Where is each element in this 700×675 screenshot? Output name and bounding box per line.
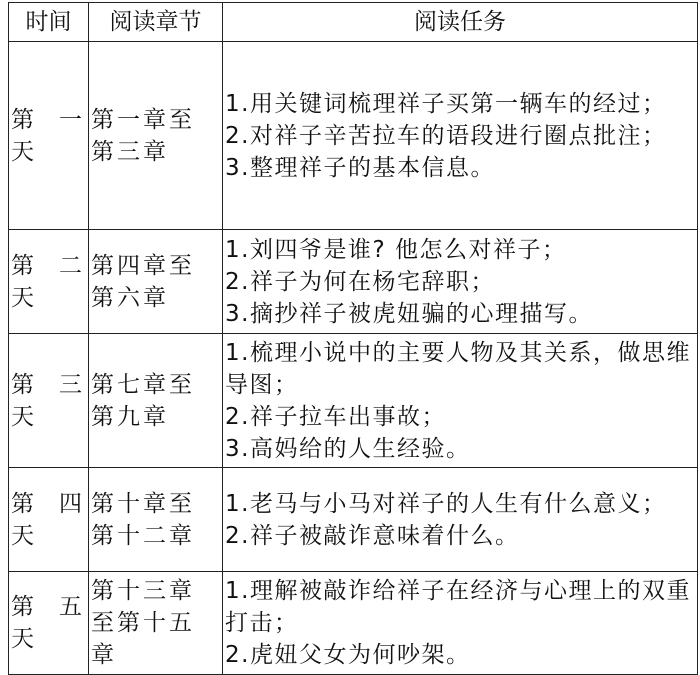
task-cell — [223, 42, 698, 230]
day-cell: 第一天 — [9, 42, 89, 230]
table-row — [9, 230, 698, 334]
task-item: 1.用关键词梳理祥子买第一辆车的经过； — [225, 90, 667, 117]
header-chapters: 阅读章节 — [89, 3, 223, 42]
chapter-cell: 第四章至第六章 — [89, 230, 223, 334]
chapter-cell: 第七章至第九章 — [89, 334, 223, 468]
day-cell: 第三天 — [9, 334, 89, 468]
table-row — [9, 468, 698, 572]
task-cell — [223, 572, 698, 675]
reading-plan-table — [8, 2, 698, 675]
header-time: 时间 — [9, 3, 89, 42]
day-cell: 第二天 — [9, 230, 89, 334]
chapter-cell: 第十三章至第十五章 — [89, 572, 223, 675]
chapter-cell: 第十章至第十二章 — [89, 468, 223, 572]
task-item: 1.刘四爷是谁? 他怎么对祥子； — [225, 236, 567, 263]
task-item: 2.虎妞父女为何吵架。 — [225, 642, 471, 668]
task-cell — [223, 334, 698, 468]
task-item: 1.梳理小说中的主要人物及其关系，做思维导图； — [225, 339, 691, 398]
table-row — [9, 572, 698, 675]
task-item: 1.理解被敲诈给祥子在经济与心理上的双重打击； — [225, 578, 691, 636]
task-item: 3.摘抄祥子被虎妞骗的心理描写。 — [225, 300, 593, 327]
task-item: 2.祥子拉车出事故； — [225, 403, 446, 430]
task-item: 1.老马与小马对祥子的人生有什么意义； — [225, 490, 667, 517]
table-header-row — [9, 3, 698, 42]
task-item: 3.整理祥子的基本信息。 — [225, 154, 495, 181]
table-row — [9, 42, 698, 230]
task-item: 2.祥子被敲诈意味着什么。 — [225, 522, 520, 549]
day-cell: 第五天 — [9, 572, 89, 675]
day-cell: 第四天 — [9, 468, 89, 572]
task-cell — [223, 230, 698, 334]
chapter-cell: 第一章至第三章 — [89, 42, 223, 230]
task-item: 2.祥子为何在杨宅辞职； — [225, 268, 495, 295]
task-item: 3.高妈给的人生经验。 — [225, 435, 471, 462]
task-cell — [223, 468, 698, 572]
header-tasks: 阅读任务 — [223, 3, 698, 42]
table-row — [9, 334, 698, 468]
task-item: 2.对祥子辛苦拉车的语段进行圈点批注； — [225, 122, 667, 149]
